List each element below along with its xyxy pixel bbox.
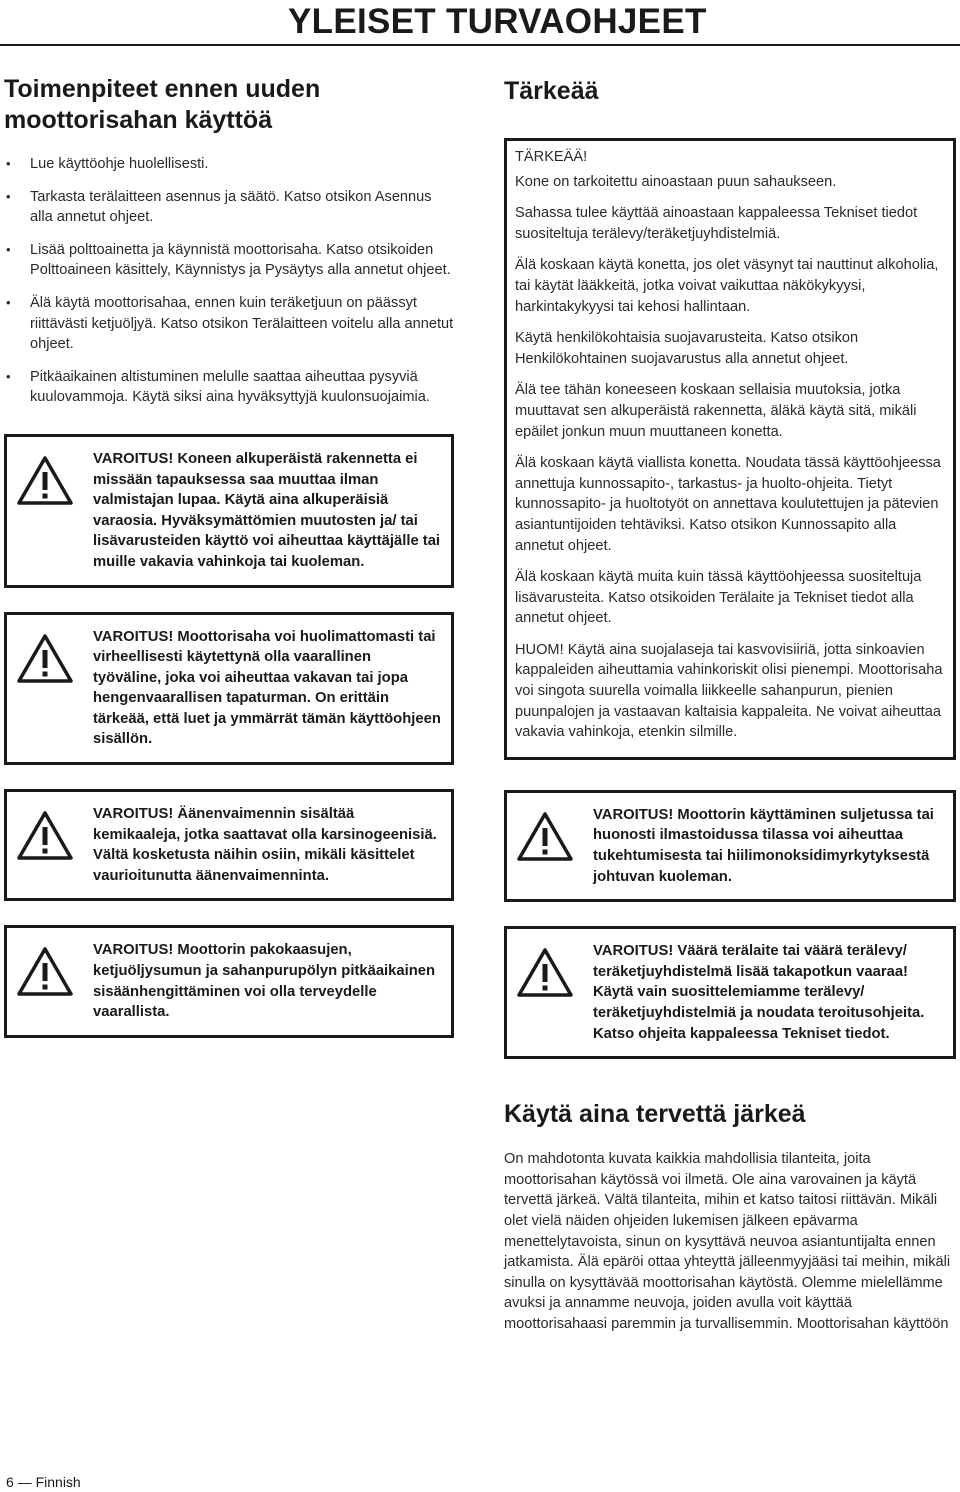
notice-paragraph: Älä koskaan käytä viallista konetta. Noudata tässä käyttöohjeessa annettuja kunnossapito-, tarkastus- ja huolto-ohjeita. Tietyt kunnossapito- ja huoltotyöt on annettava koulutettujen ja pätevien asiantuntijoiden tehtäviksi. Katso otsikon Kunnossapito alla annetut ohjeet.: [515, 455, 941, 554]
left-column: [4, 74, 454, 1062]
list-item-text: Lue käyttöohje huolellisesti.: [30, 156, 209, 172]
list-item-text: Lisää polttoainetta ja käynnistä moottorisaha. Katso otsikoiden Polttoaineen käsittely, Käynnistys ja Pysäytys alla annetut ohjeet.: [30, 241, 451, 279]
right-column: [504, 74, 956, 1335]
section-title-important: Tärkeää: [504, 77, 599, 105]
warning-triangle-icon: [17, 810, 73, 860]
notice-paragraph: Älä koskaan käytä konetta, jos olet väsynyt tai nauttinut alkoholia, tai käytät lääkkeitä, jotka voivat vaikuttaa näkökykyysi, harkintakykyysi tai kehosi hallintaan.: [515, 257, 939, 315]
bullet-icon: •: [6, 156, 11, 171]
warning-box: [504, 926, 956, 1059]
notice-paragraph: Sahassa tulee käyttää ainoastaan kappaleessa Tekniset tiedot suositeltuja terälevy/teräketjuyhdistelmiä.: [515, 205, 918, 242]
notice-heading: TÄRKEÄÄ!: [515, 149, 588, 165]
warning-text: VAROITUS! Äänenvaimennin sisältää kemikaaleja, jotka saattavat olla karsinogeenisiä. Vältä kosketusta näihin osiin, mikäli käsittelet vaurioitunutta äänenvaimenninta.: [93, 806, 437, 884]
section-title-common-sense: Käytä aina tervettä järkeä: [504, 1100, 806, 1129]
warning-triangle-icon: [17, 455, 73, 505]
language-label: Finnish: [35, 1474, 81, 1490]
warning-text: VAROITUS! Moottorin käyttäminen suljetussa tai huonosti ilmastoidussa tilassa voi aiheuttaa tukehtumisesta tai hiilimonoksidimyrkytyksestä johtuvan kuoleman.: [593, 806, 934, 885]
bullet-icon: •: [6, 294, 11, 310]
warning-box: [4, 434, 454, 588]
warning-text: VAROITUS! Koneen alkuperäistä rakennetta ei missään tapauksessa saa muuttaa ilman valmistajan lupaa. Käytä aina alkuperäisiä varaosia. Hyväksymättömien muutosten ja/ tai lisävarusteiden käyttö voi aiheuttaa käyttäjälle tai muille vakavia vahinkoja tai kuoleman.: [93, 450, 441, 570]
warning-text: VAROITUS! Moottorisaha voi huolimattomasti tai virheellisesti käytettynä olla vaarallinen työväline, joka voi aiheuttaa vakavan tai jopa hengenvaarallisen tapaturman. On erittäin tärkeää, että luet ja ymmärrät tämän käyttöohjeen sisällön.: [93, 628, 441, 748]
important-notice-box: [504, 138, 956, 760]
page-title: YLEISET TURVAOHJEET: [288, 2, 707, 41]
bullet-icon: •: [6, 188, 11, 204]
list-item: [4, 293, 454, 355]
notice-paragraph: HUOM! Käytä aina suojalaseja tai kasvovisiiriä, jotta sinkoavien kappaleiden aiheuttamia vahinkoriskit olisi pienempi. Moottorisaha voi singota suurella voimalla liikkeelle sahanpurun, pienien puunpalojen ja vastaavan kaltaisia kappaleita. Ne voivat aiheuttaa vakavia vahinkoja, etenkin silmille.: [515, 641, 943, 741]
warning-text: VAROITUS! Moottorin pakokaasujen, ketjuöljysumun ja sahanpurupölyn pitkäaikainen sisäänhengittäminen voi olla terveydelle vaarallista.: [93, 942, 436, 1021]
checklist: [4, 154, 454, 408]
page-number: 6: [6, 1474, 14, 1490]
warning-box: [4, 612, 454, 766]
list-item: [4, 187, 454, 228]
page-header: [0, 0, 960, 46]
notice-paragraph: Älä koskaan käytä muita kuin tässä käyttöohjeessa suositeltuja lisävarusteita. Katso otsikoiden Terälaite ja Tekniset tiedot alla annetut ohjeet.: [515, 569, 922, 627]
list-item: [4, 367, 454, 408]
header-divider: [0, 44, 960, 46]
section-title-before-use: Toimenpiteet ennen uuden moottorisahan käyttöä: [4, 75, 321, 134]
warning-triangle-icon: [17, 633, 73, 683]
warning-box: [4, 925, 454, 1037]
footer-dash: —: [17, 1474, 32, 1490]
list-item-text: Pitkäaikainen altistuminen melulle saattaa aiheuttaa pysyviä kuulovammoja. Käytä siksi aina hyväksyttyjä kuulonsuojaimia.: [30, 368, 430, 406]
list-item: [4, 240, 454, 281]
notice-paragraph: Käytä henkilökohtaisia suojavarusteita. Katso otsikon Henkilökohtainen suojavarustus alla annetut ohjeet.: [515, 330, 859, 367]
warning-text: VAROITUS! Väärä terälaite tai väärä terälevy/ teräketjuyhdistelmä lisää takapotkun vaaraa! Käytä vain suosittelemiamme terälevy/ teräketjuyhdistelmiä ja noudata teroitusohjeita. Katso ohjeita kappaleessa Tekniset tiedot.: [593, 943, 925, 1042]
bullet-icon: •: [6, 241, 11, 257]
warning-box: [504, 790, 956, 902]
warning-triangle-icon: [17, 946, 73, 996]
page-footer: [6, 1474, 81, 1490]
list-item-text: Älä käytä moottorisahaa, ennen kuin teräketjuun on päässyt riittävästi ketjuöljyä. Katso otsikon Terälaitteen voitelu alla annetut ohjeet.: [30, 294, 454, 353]
warning-triangle-icon: [517, 811, 573, 861]
warning-box: [4, 789, 454, 901]
bullet-icon: •: [6, 368, 11, 384]
common-sense-paragraph: On mahdotonta kuvata kaikkia mahdollisia tilanteita, joita moottorisahan käytössä voi ilmetä. Ole aina varovainen ja käytä tervettä järkeä. Vältä tilanteita, mihin et katso taitosi riittävän. Mikäli olet vielä näiden ohjeiden lukemisen jälkeen epävarma menettelytavoista, sinun on kysyttävä neuvoa asiantuntijalta ennen jatkamista. Älä epäröi ottaa yhteyttä jälleenmyyjääsi tai meihin, mikäli sinulla on kysyttävää moottorisahan käytöstä. Olemme mielellämme avuksi ja annamme neuvoja, joiden avulla voit käyttää moottorisahaasi paremmin ja turvallisemmin. Moottorisahan käyttöön: [504, 1151, 951, 1332]
notice-paragraph: Kone on tarkoitettu ainoastaan puun sahaukseen.: [515, 173, 837, 190]
warning-triangle-icon: [517, 947, 573, 997]
notice-paragraph: Älä tee tähän koneeseen koskaan sellaisia muutoksia, jotka muuttavat sen alkuperäistä rakennetta, äläkä käytä sitä, mikäli epäilet jonkun muun muuttaneen konetta.: [515, 382, 917, 440]
list-item-text: Tarkasta terälaitteen asennus ja säätö. Katso otsikon Asennus alla annetut ohjeet.: [30, 188, 432, 226]
list-item: [4, 154, 454, 175]
